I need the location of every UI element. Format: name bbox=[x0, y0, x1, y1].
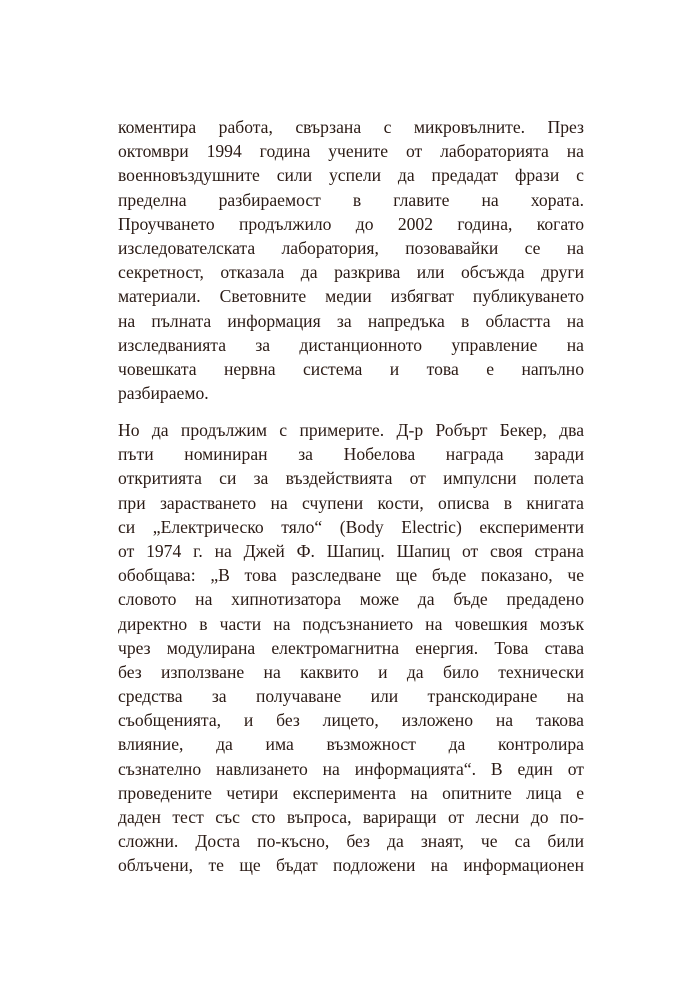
text-line: влияние, да има възможност да контролира bbox=[118, 734, 584, 755]
text-line: облъчени, те ще бъдат подложени на информационен bbox=[118, 855, 584, 876]
text-line: даден тест със сто въпроса, вариращи от лесни до по- bbox=[118, 807, 584, 827]
text-line: откритията си за въздействията от импулсни полета bbox=[118, 468, 584, 489]
text-line: октомври 1994 година учените от лабораторията на bbox=[118, 141, 584, 162]
text-line: секретност, отказала да разкрива или обсъжда други bbox=[118, 262, 584, 283]
text-line: Но да продължим с примерите. Д-р Робърт Бекер, два bbox=[118, 420, 584, 440]
text-line: сложни. Доста по-късно, без да знаят, че са били bbox=[118, 831, 584, 852]
text-line: пъти номиниран за Нобелова награда заради bbox=[118, 444, 584, 465]
text-line: чрез модулирана електромагнитна енергия. Това става bbox=[118, 637, 584, 658]
text-line: военновъздушните сили успели да предадат фрази с bbox=[118, 165, 584, 186]
text-line: съзнателно навлизането на информацията“. В един от bbox=[118, 758, 584, 779]
text-line: на пълната информация за напредъка в областта на bbox=[118, 310, 584, 331]
text-line: обобщава: „В това разследване ще бъде показано, че bbox=[118, 565, 584, 586]
text-line: пределна разбираемост в главите на хората. bbox=[118, 189, 584, 210]
text-line: директно в части на подсъзнанието на човешкия мозък bbox=[118, 613, 584, 634]
text-line: от 1974 г. на Джей Ф. Шапиц. Шапиц от своя страна bbox=[118, 540, 584, 561]
text-line: средства за получаване или транскодиране на bbox=[118, 686, 584, 707]
text-line: коментира работа, свързана с микровълните. През bbox=[118, 117, 584, 137]
paragraph-2 bbox=[118, 418, 584, 878]
text-line: словото на хипнотизатора може да бъде предадено bbox=[118, 589, 584, 610]
text-line: разбираемо. bbox=[118, 383, 209, 404]
text-line: съобщенията, и без лицето, изложено на такова bbox=[118, 710, 584, 731]
text-line: проведените четири експеримента на опитните лица е bbox=[118, 782, 584, 803]
text-line: изследователската лаборатория, позовавайки се на bbox=[118, 237, 584, 258]
text-line: човешката нервна система и това е напълно bbox=[118, 358, 584, 379]
text-line: при зарастването на счупени кости, описва в книгата bbox=[118, 492, 584, 513]
text-line: изследванията за дистанционното управление на bbox=[118, 334, 584, 355]
paragraph-1 bbox=[118, 115, 584, 405]
text-line: без използване на каквито и да било технически bbox=[118, 661, 584, 682]
text-line: материали. Световните медии избягват публикуването bbox=[118, 286, 584, 307]
text-line: си „Електрическо тяло“ (Body Electric) експерименти bbox=[118, 516, 584, 537]
text-line: Проучването продължило до 2002 година, когато bbox=[118, 213, 584, 234]
